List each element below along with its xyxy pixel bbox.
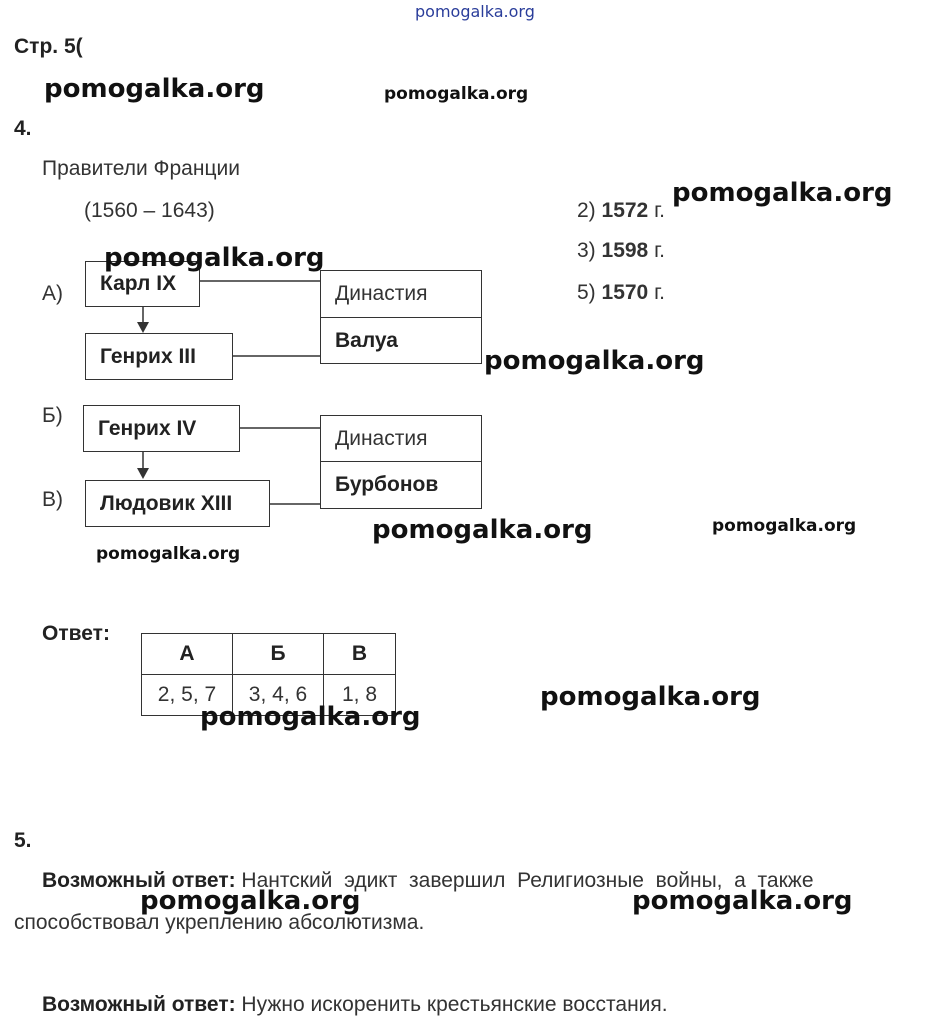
marker-b: Б) bbox=[42, 404, 63, 427]
watermark: pomogalka.org bbox=[104, 243, 325, 273]
answer-cell: 1, 8 bbox=[324, 675, 396, 716]
dynasty-name-box: Бурбонов bbox=[320, 461, 482, 509]
watermark: pomogalka.org bbox=[44, 74, 265, 104]
watermark: pomogalka.org bbox=[484, 346, 705, 376]
ruler-box: Генрих III bbox=[85, 333, 233, 380]
answer-text: Нантский эдикт завершил Религиозные войны, а также bbox=[235, 869, 814, 892]
answer-text: Нужно искоренить крестьянские восстания. bbox=[235, 993, 668, 1016]
task-number: 4. bbox=[14, 117, 32, 140]
watermark: pomogalka.org bbox=[140, 886, 361, 916]
date-item: 2) 1572 г. bbox=[577, 199, 665, 222]
watermark: pomogalka.org bbox=[632, 886, 853, 916]
watermark: pomogalka.org bbox=[540, 682, 761, 712]
answer-cell: 3, 4, 6 bbox=[233, 675, 324, 716]
task-number: 5. bbox=[14, 829, 32, 852]
watermark: pomogalka.org bbox=[200, 702, 421, 732]
page-label: Стр. 5( bbox=[14, 35, 83, 58]
answer-header-cell: Б bbox=[233, 634, 324, 675]
diagram-years: (1560 – 1643) bbox=[84, 199, 215, 222]
answer-label: Возможный ответ: bbox=[42, 993, 236, 1016]
answer-cell: 2, 5, 7 bbox=[142, 675, 233, 716]
watermark-top: pomogalka.org bbox=[415, 2, 535, 21]
ruler-box: Карл IX bbox=[85, 261, 200, 307]
answer-text-line: способствовал укреплению абсолютизма. bbox=[14, 911, 425, 934]
watermark: pomogalka.org bbox=[96, 544, 241, 564]
ruler-box: Генрих IV bbox=[83, 405, 240, 452]
diagram-title: Правители Франции bbox=[42, 157, 240, 180]
watermark: pomogalka.org bbox=[372, 515, 593, 545]
answer-header-cell: А bbox=[142, 634, 233, 675]
watermark: pomogalka.org bbox=[712, 516, 857, 536]
dynasty-name-box: Валуа bbox=[320, 317, 482, 364]
ruler-box: Людовик XIII bbox=[85, 480, 270, 527]
watermark: pomogalka.org bbox=[384, 84, 529, 104]
answer-label: Возможный ответ: bbox=[42, 869, 236, 892]
dynasty-label-box: Династия bbox=[320, 270, 482, 318]
answer-header-cell: В bbox=[324, 634, 396, 675]
date-item: 5) 1570 г. bbox=[577, 281, 665, 304]
answer-paragraph bbox=[42, 993, 668, 1017]
date-item: 3) 1598 г. bbox=[577, 239, 665, 262]
dynasty-label-box: Династия bbox=[320, 415, 482, 462]
marker-a: А) bbox=[42, 282, 63, 305]
answer-table-header-row bbox=[142, 634, 396, 675]
watermark: pomogalka.org bbox=[672, 178, 893, 208]
answer-label: Ответ: bbox=[42, 622, 110, 645]
marker-v: В) bbox=[42, 488, 63, 511]
